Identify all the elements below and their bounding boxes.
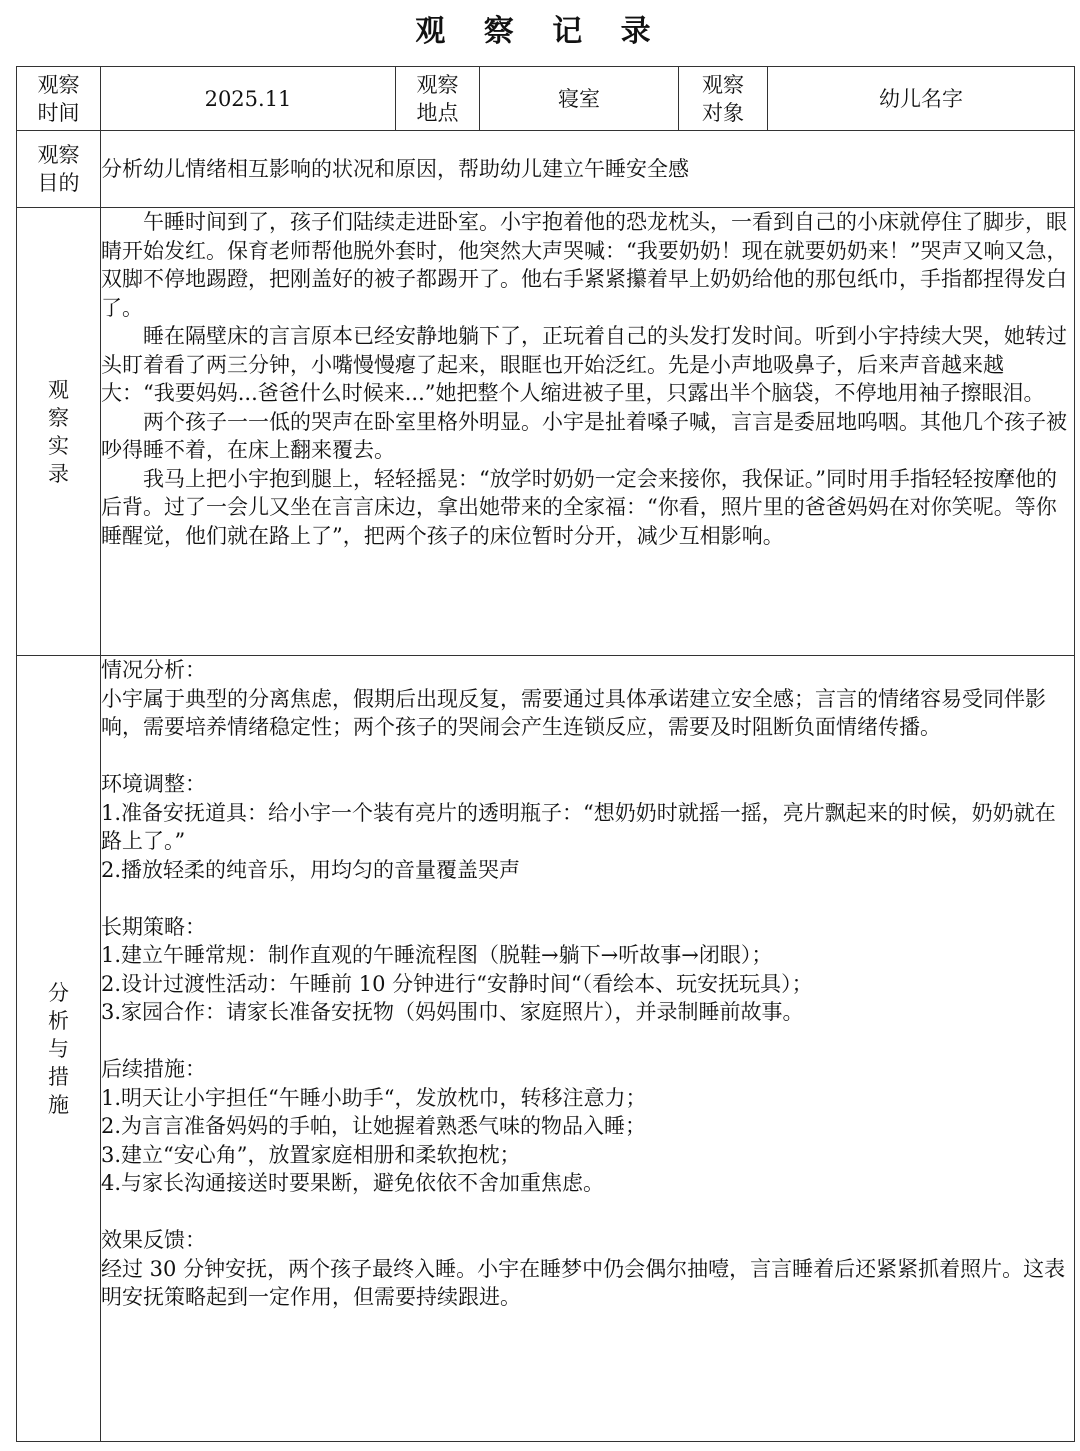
record-row — [17, 208, 1075, 656]
place-value: 寝室 — [480, 67, 679, 131]
subject-label: 观察 对象 — [679, 67, 768, 131]
situation-text: 小宇属于典型的分离焦虑，假期后出现反复，需要通过具体承诺建立安全感；言言的情绪容易受同伴影响，需要培养情绪稳定性；两个孩子的哭闹会产生连锁反应，需要及时阻断负面情绪传播。 — [101, 686, 1046, 739]
record-paragraph: 午睡时间到了，孩子们陆续走进卧室。小宇抱着他的恐龙枕头，一看到自己的小床就停住了脚步，眼睛开始发红。保育老师帮他脱外套时，他突然大声哭喊：“我要奶奶！现在就要奶奶来！”哭声又响又急，双脚不停地踢蹬，把刚盖好的被子都踢开了。他右手紧紧攥着早上奶奶给他的那包纸巾，手指都捏得发白了。 — [101, 210, 1068, 320]
record-label: 观 察 实 录 — [17, 208, 101, 656]
record-paragraph: 睡在隔壁床的言言原本已经安静地躺下了，正玩着自己的头发打发时间。听到小宇持续大哭，她转过头盯着看了两三分钟，小嘴慢慢瘪了起来，眼眶也开始泛红。先是小声地吸鼻子，后来声音越来越大：“我要妈妈...爸爸什么时候来...”她把整个人缩进被子里，只露出半个脑袋，不停地用袖子擦眼泪。 — [101, 324, 1067, 405]
time-value: 2025.11 — [101, 67, 396, 131]
environment-item: 2.播放轻柔的纯音乐，用均匀的音量覆盖哭声 — [101, 857, 521, 882]
longterm-heading: 长期策略： — [101, 914, 206, 939]
environment-item: 1.准备安抚道具：给小宇一个装有亮片的透明瓶子：“想奶奶时就摇一摇，亮片飘起来的时候，奶奶就在路上了。” — [101, 800, 1056, 853]
longterm-item: 1.建立午睡常规：制作直观的午睡流程图（脱鞋→躺下→听故事→闭眼）； — [101, 943, 773, 967]
analysis-content — [101, 656, 1075, 1442]
record-content — [101, 208, 1075, 656]
analysis-row — [17, 656, 1075, 1442]
observation-record-table — [16, 66, 1075, 1442]
followup-item: 3.建立“安心角”，放置家庭相册和柔软抱枕； — [101, 1142, 521, 1167]
purpose-text: 分析幼儿情绪相互影响的状况和原因，帮助幼儿建立午睡安全感 — [101, 131, 1075, 208]
environment-heading: 环境调整： — [101, 772, 206, 796]
record-paragraph: 两个孩子一一低的哭声在卧室里格外明显。小宇是扯着嗓子喊，言言是委屈地呜咽。其他几个孩子被吵得睡不着，在床上翻来覆去。 — [101, 409, 1067, 462]
longterm-item: 3.家园合作：请家长准备安抚物（妈妈围巾、家庭照片），并录制睡前故事。 — [101, 1000, 804, 1024]
record-paragraph: 我马上把小宇抱到腿上，轻轻摇晃：“放学时奶奶一定会来接你，我保证。”同时用手指轻轻按摩他的后背。过了一会儿又坐在言言床边，拿出她带来的全家福：“你看，照片里的爸爸妈妈在对你笑呢。等你睡醒觉，他们就在路上了”，把两个孩子的床位暂时分开，减少互相影响。 — [101, 466, 1057, 548]
document-title: 观 察 记 录 — [415, 14, 665, 49]
time-label: 观察 时间 — [17, 67, 101, 131]
analysis-label: 分 析 与 措 施 — [17, 656, 101, 1442]
situation-heading: 情况分析： — [101, 658, 206, 682]
header-row — [17, 67, 1075, 131]
followup-item: 4.与家长沟通接送时要果断，避免依依不舍加重焦虑。 — [101, 1171, 605, 1195]
followup-heading: 后续措施： — [101, 1057, 206, 1081]
followup-item: 2.为言言准备妈妈的手帕，让她握着熟悉气味的物品入睡； — [101, 1114, 647, 1138]
feedback-heading: 效果反馈： — [101, 1228, 206, 1252]
subject-value: 幼儿名字 — [768, 67, 1075, 131]
purpose-row — [17, 131, 1075, 208]
longterm-item: 2.设计过渡性活动：午睡前 10 分钟进行“安静时间“（看绘本、玩安抚玩具）； — [101, 971, 813, 996]
purpose-label: 观察 目的 — [17, 131, 101, 208]
feedback-text: 经过 30 分钟安抚，两个孩子最终入睡。小宇在睡梦中仍会偶尔抽噎，言言睡着后还紧紧抓着照片。这表明安抚策略起到一定作用，但需要持续跟进。 — [101, 1256, 1066, 1309]
place-label: 观察 地点 — [396, 67, 480, 131]
followup-item: 1.明天让小宇担任“午睡小助手“，发放枕巾，转移注意力； — [101, 1085, 647, 1110]
